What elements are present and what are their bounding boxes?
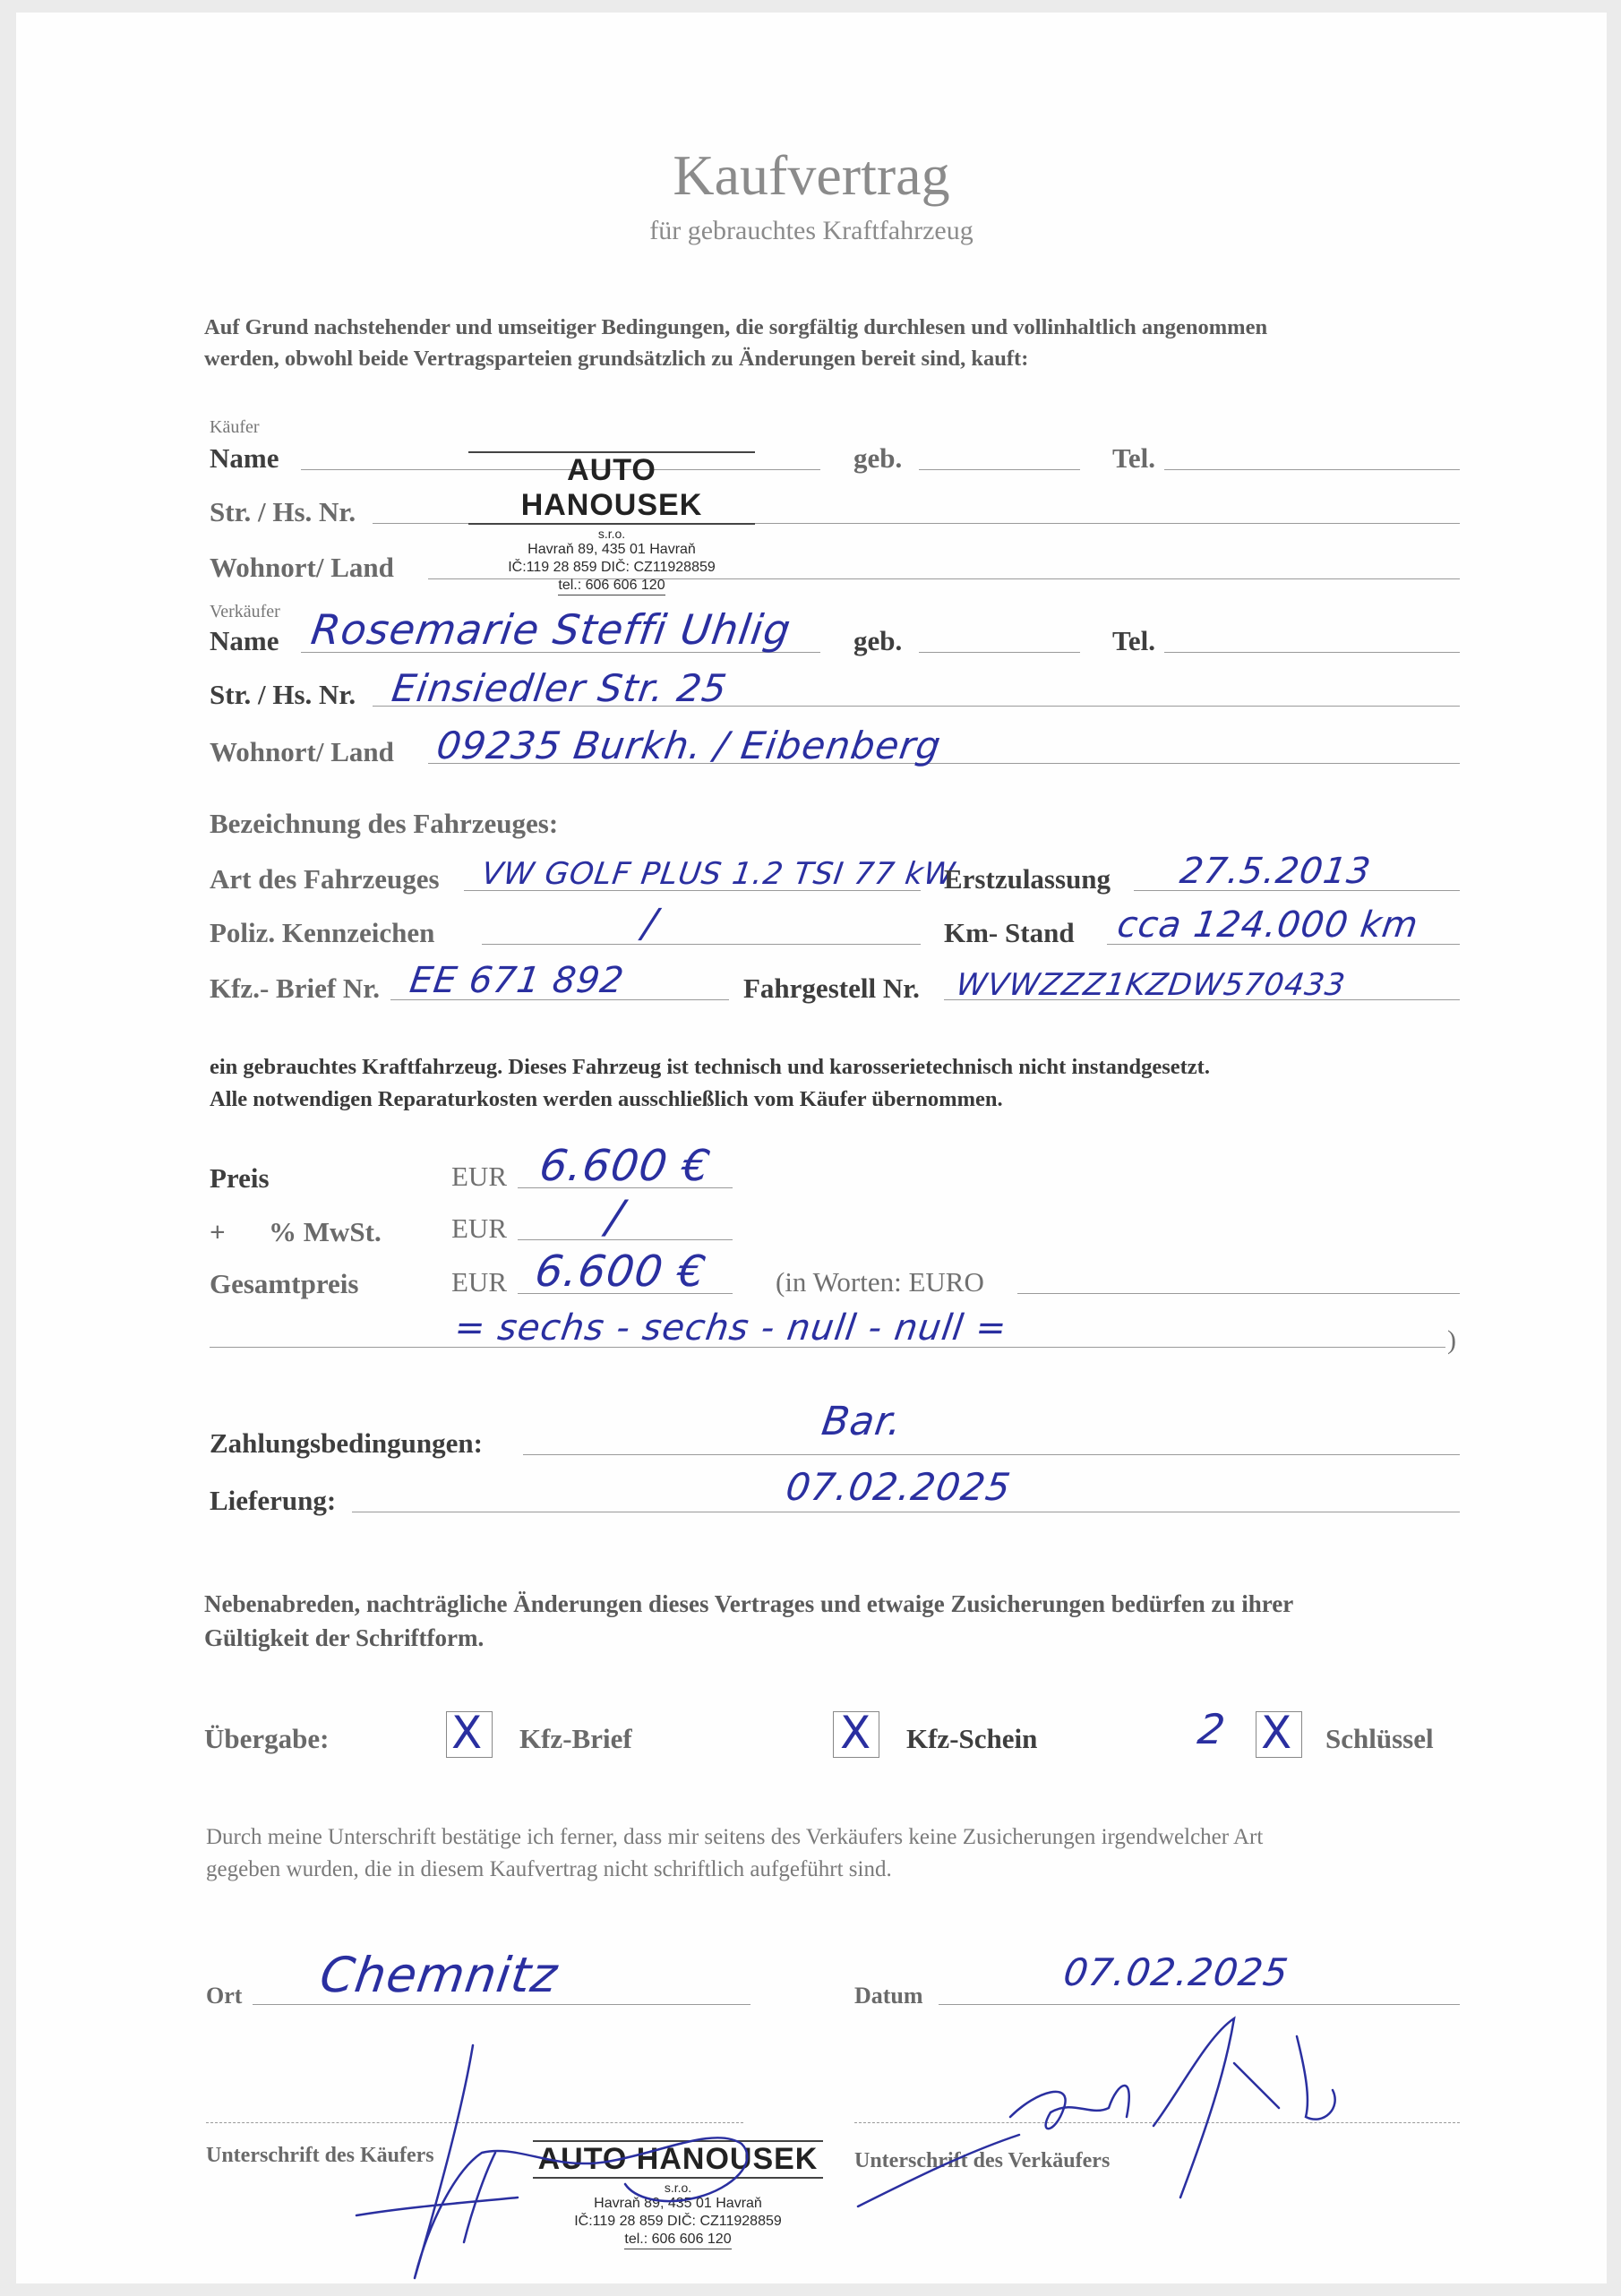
seller-section-label: Verkäufer bbox=[210, 602, 280, 621]
key-count: 2 bbox=[1195, 1705, 1230, 1753]
brief-value: EE 671 892 bbox=[407, 960, 627, 1001]
buyer-section-label: Käufer bbox=[210, 417, 260, 437]
price-label: Preis bbox=[210, 1162, 270, 1194]
note-line-1: Nebenabreden, nachträgliche Änderungen dieses Vertrages und etwaige Zusicherungen bedürfen zu ihrer bbox=[204, 1590, 1294, 1617]
condition-line-2: Alle notwendigen Reparaturkosten werden ausschließlich vom Käufer übernommen. bbox=[210, 1087, 1003, 1111]
buyer-name-label: Name bbox=[210, 442, 279, 474]
vat-value: / bbox=[603, 1191, 627, 1243]
buyer-signature bbox=[339, 2027, 804, 2296]
kfz-brief-check-mark: X bbox=[451, 1707, 483, 1759]
stamp-address: Havraň 89, 435 01 Havraň bbox=[527, 542, 696, 557]
note-line-2: Gültigkeit der Schriftform. bbox=[204, 1624, 485, 1651]
vehicle-heading: Bezeichnung des Fahrzeuges: bbox=[210, 808, 559, 839]
vehicle-type-value: VW GOLF PLUS 1.2 TSI 77 kW bbox=[479, 856, 958, 892]
seller-street-value: Einsiedler Str. 25 bbox=[389, 666, 731, 710]
vin-label: Fahrgestell Nr. bbox=[743, 972, 920, 1004]
buyer-birth-label: geb. bbox=[853, 442, 903, 474]
handover-label: Übergabe: bbox=[204, 1723, 330, 1754]
seller-signature-label: Unterschrift des Verkäufers bbox=[854, 2149, 1111, 2172]
company-stamp-top bbox=[468, 451, 755, 595]
first-registration-label: Erstzulassung bbox=[944, 863, 1111, 895]
page-title: Kaufvertrag bbox=[673, 143, 950, 207]
price-value: 6.600 € bbox=[536, 1141, 715, 1191]
seller-name-label: Name bbox=[210, 625, 279, 656]
seller-city-value: 09235 Burkh. / Eibenberg bbox=[433, 724, 945, 767]
stamp-suffix-bottom: s.r.o. bbox=[664, 2180, 692, 2195]
stamp-tel: tel.: 606 606 120 bbox=[558, 577, 665, 595]
seller-name-value: Rosemarie Steffi Uhlig bbox=[308, 605, 794, 654]
date-value: 07.02.2025 bbox=[1060, 1950, 1291, 1994]
seller-city-label: Wohnort/ Land bbox=[210, 736, 394, 767]
km-value: cca 124.000 km bbox=[1114, 904, 1421, 946]
delivery-label: Lieferung: bbox=[210, 1485, 337, 1516]
buyer-tel-label: Tel. bbox=[1112, 442, 1155, 474]
kfz-schein-check-mark: X bbox=[840, 1707, 871, 1759]
stamp-ids: IČ:119 28 859 DIČ: CZ11928859 bbox=[508, 560, 716, 575]
stamp-address-bottom: Havraň 89, 435 01 Havraň bbox=[594, 2196, 762, 2211]
payment-label: Zahlungsbedingungen: bbox=[210, 1427, 483, 1459]
contract-page bbox=[16, 13, 1607, 2283]
vat-currency: EUR bbox=[451, 1212, 507, 1244]
condition-line-1: ein gebrauchtes Kraftfahrzeug. Dieses Fahrzeug ist technisch und karosserietechnisch nicht instandgesetzt. bbox=[210, 1055, 1210, 1079]
confirmation-line-2: gegeben wurden, die in diesem Kaufvertrag nicht schriftlich aufgeführt sind. bbox=[206, 1857, 892, 1881]
schluessel-check-mark: X bbox=[1261, 1707, 1292, 1759]
stamp-tel-bottom: tel.: 606 606 120 bbox=[624, 2231, 731, 2249]
schluessel-label: Schlüssel bbox=[1325, 1723, 1434, 1754]
place-label: Ort bbox=[206, 1983, 243, 2009]
in-words-value: = sechs - sechs - null - null = bbox=[451, 1307, 1010, 1349]
price-currency: EUR bbox=[451, 1161, 507, 1192]
plate-label: Poliz. Kennzeichen bbox=[210, 917, 435, 948]
total-currency: EUR bbox=[451, 1266, 507, 1298]
seller-signature bbox=[858, 2000, 1413, 2233]
delivery-value: 07.02.2025 bbox=[783, 1465, 1014, 1509]
buyer-city-label: Wohnort/ Land bbox=[210, 552, 394, 583]
stamp-suffix: s.r.o. bbox=[597, 527, 626, 541]
seller-tel-label: Tel. bbox=[1112, 625, 1155, 656]
vat-label: % MwSt. bbox=[269, 1216, 382, 1247]
intro-line-2: werden, obwohl beide Vertragsparteien grundsätzlich zu Änderungen bereit sind, kauft: bbox=[204, 347, 1029, 371]
total-label: Gesamtpreis bbox=[210, 1268, 359, 1299]
intro-line-1: Auf Grund nachstehender und umseitiger Bedingungen, die sorgfältig durchlesen und vollinhaltlich angenommen bbox=[204, 315, 1268, 339]
vat-plus: + bbox=[210, 1216, 226, 1247]
buyer-signature-label: Unterschrift des Käufers bbox=[206, 2144, 434, 2167]
first-registration-value: 27.5.2013 bbox=[1177, 851, 1374, 892]
km-label: Km- Stand bbox=[944, 917, 1075, 948]
in-words-label: (in Worten: EURO bbox=[776, 1266, 984, 1298]
stamp-ids-bottom: IČ:119 28 859 DIČ: CZ11928859 bbox=[574, 2214, 782, 2229]
plate-value: / bbox=[639, 901, 661, 947]
payment-value: Bar. bbox=[819, 1399, 905, 1444]
stamp-brand-bottom: AUTO HANOUSEK bbox=[533, 2140, 824, 2179]
date-label: Datum bbox=[854, 1983, 923, 2009]
stamp-brand: AUTO HANOUSEK bbox=[468, 451, 755, 525]
kfz-schein-label: Kfz-Schein bbox=[906, 1723, 1038, 1754]
vin-value: WVWZZZ1KZDW570433 bbox=[954, 967, 1348, 1003]
seller-birth-label: geb. bbox=[853, 625, 903, 656]
kfz-brief-label: Kfz-Brief bbox=[519, 1723, 632, 1754]
confirmation-line-1: Durch meine Unterschrift bestätige ich ferner, dass mir seitens des Verkäufers keine Zusicherungen irgendwelcher Art bbox=[206, 1825, 1264, 1849]
total-value: 6.600 € bbox=[532, 1247, 710, 1297]
brief-label: Kfz.- Brief Nr. bbox=[210, 972, 380, 1004]
page-subtitle: für gebrauchtes Kraftfahrzeug bbox=[649, 216, 973, 245]
place-value: Chemnitz bbox=[316, 1947, 562, 2003]
vehicle-type-label: Art des Fahrzeuges bbox=[210, 863, 440, 895]
seller-street-label: Str. / Hs. Nr. bbox=[210, 679, 356, 710]
in-words-close: ) bbox=[1447, 1325, 1456, 1355]
buyer-street-label: Str. / Hs. Nr. bbox=[210, 496, 356, 527]
